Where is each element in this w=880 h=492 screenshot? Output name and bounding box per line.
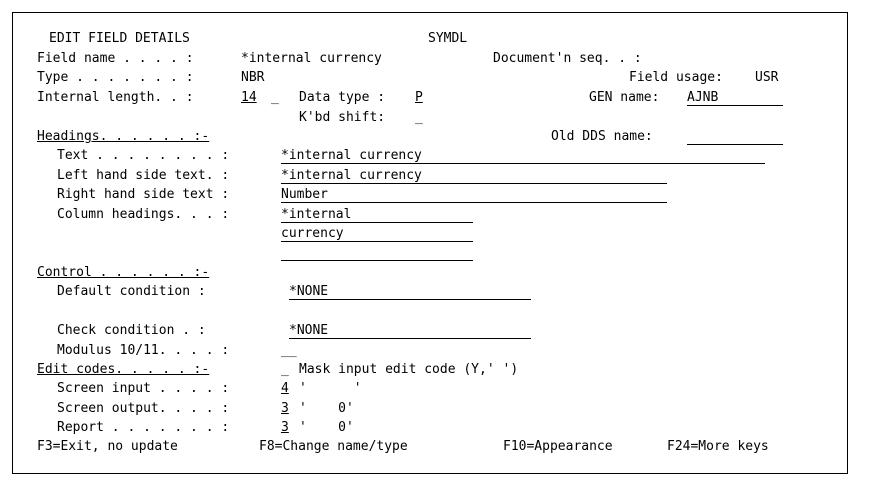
system-name: SYMDL [428, 31, 468, 46]
report-code-input[interactable]: 3 [281, 420, 289, 435]
mask-input-text: Mask input edit code (Y,' ') [299, 362, 519, 377]
right-text-input[interactable]: Number [281, 187, 667, 203]
field-name-label: Field name . . . . : [37, 51, 194, 66]
screen-input-mask: ' ' [299, 381, 362, 396]
f3-exit-key[interactable]: F3=Exit, no update [37, 439, 178, 454]
screen-title: EDIT FIELD DETAILS [49, 31, 190, 46]
text-label: Text . . . . . . . . : [57, 148, 230, 163]
left-text-input[interactable]: *internal currency [281, 168, 667, 184]
terminal-screen [12, 12, 848, 474]
f10-appearance-key[interactable]: F10=Appearance [503, 439, 613, 454]
headings-section: Headings. . . . . . :- [37, 129, 210, 144]
f8-change-name-key[interactable]: F8=Change name/type [259, 439, 408, 454]
internal-length-label: Internal length. . : [37, 90, 194, 105]
control-section: Control . . . . . . :- [37, 265, 210, 280]
screen-input-label: Screen input . . . . : [57, 381, 230, 396]
old-dds-name-input[interactable] [687, 129, 783, 145]
data-type-input[interactable]: P [415, 90, 423, 105]
field-name-value: *internal currency [241, 51, 382, 66]
document-seq-label: Document'n seq. . : [493, 51, 642, 66]
report-mask: ' 0' [299, 420, 354, 435]
screen-output-code-input[interactable]: 3 [281, 401, 289, 416]
internal-length-decimals-input[interactable]: _ [271, 90, 279, 105]
column-headings-label: Column headings. . . : [57, 207, 230, 222]
default-condition-input[interactable]: *NONE [289, 284, 531, 300]
screen-output-mask: ' 0' [299, 401, 354, 416]
internal-length-input[interactable]: 14 [241, 90, 257, 105]
old-dds-name-label: Old DDS name: [551, 129, 653, 144]
type-label: Type . . . . . . . : [37, 70, 194, 85]
kbd-shift-input[interactable]: _ [415, 110, 423, 125]
modulus-label: Modulus 10/11. . . . : [57, 343, 230, 358]
type-value: NBR [241, 70, 265, 85]
f24-more-keys-key[interactable]: F24=More keys [667, 439, 769, 454]
left-text-label: Left hand side text. : [57, 168, 230, 183]
right-text-label: Right hand side text : [57, 187, 230, 202]
default-condition-label: Default condition : [57, 284, 206, 299]
data-type-label: Data type : [299, 90, 386, 105]
gen-name-input[interactable]: AJNB [687, 90, 783, 106]
screen-output-label: Screen output. . . . : [57, 401, 230, 416]
modulus-input[interactable]: __ [281, 343, 297, 358]
mask-input-flag[interactable]: _ [281, 362, 289, 377]
check-condition-input[interactable]: *NONE [289, 323, 531, 339]
report-label: Report . . . . . . . : [57, 420, 230, 435]
gen-name-label: GEN name: [589, 90, 660, 105]
kbd-shift-label: K'bd shift: [299, 110, 386, 125]
field-usage-value: USR [755, 70, 779, 85]
column-heading-2-input[interactable]: currency [281, 226, 473, 242]
text-input[interactable]: *internal currency [281, 148, 765, 164]
screen-input-code-input[interactable]: 4 [281, 381, 289, 396]
check-condition-label: Check condition . : [57, 323, 206, 338]
column-heading-1-input[interactable]: *internal [281, 207, 473, 223]
edit-codes-section: Edit codes. . . . . :- [37, 362, 210, 377]
field-usage-label: Field usage: [629, 70, 723, 85]
column-heading-3-input[interactable] [281, 245, 473, 261]
